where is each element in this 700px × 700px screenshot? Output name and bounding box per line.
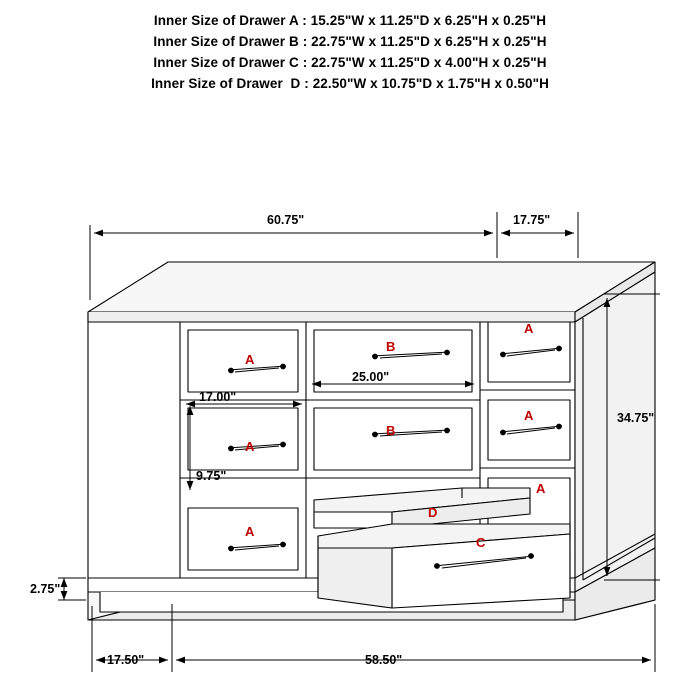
dim-base-depth: 17.50" <box>107 653 145 667</box>
drawer-label-c: C <box>476 535 486 550</box>
drawer-label-b2: B <box>386 423 396 438</box>
drawer-label-a4: A <box>524 321 534 336</box>
dim-base-width: 58.50" <box>365 653 403 667</box>
spec-line-drawer-d: Inner Size of Drawer D : 22.50"W x 10.75"D x 1.75"H x 0.50"H <box>151 76 549 91</box>
spec-line-drawer-b: Inner Size of Drawer B : 22.75"W x 11.25"D x 6.25"H x 0.25"H <box>153 34 547 49</box>
drawer-label-a1: A <box>245 352 255 367</box>
drawer-label-d: D <box>428 505 438 520</box>
spec-line-drawer-c: Inner Size of Drawer C : 22.75"W x 11.25"D x 4.00"H x 0.25"H <box>153 55 547 70</box>
dim-drawer-a-width: 17.00" <box>199 390 237 404</box>
drawer-label-a6: A <box>536 481 546 496</box>
drawer-label-b1: B <box>386 339 396 354</box>
dim-drawer-height: 9.75" <box>196 469 227 483</box>
dim-total-height: 34.75" <box>617 411 655 425</box>
spec-line-drawer-a: Inner Size of Drawer A : 15.25"W x 11.25"D x 6.25"H x 0.25"H <box>153 13 547 28</box>
dim-drawer-b-width: 25.00" <box>352 370 390 384</box>
dim-base-height: 2.75" <box>30 582 61 596</box>
dim-top-depth: 17.75" <box>513 213 551 227</box>
drawer-label-a2: A <box>245 439 255 454</box>
drawer-label-a5: A <box>524 408 534 423</box>
drawer-label-a3: A <box>245 524 255 539</box>
dim-top-width: 60.75" <box>267 213 305 227</box>
